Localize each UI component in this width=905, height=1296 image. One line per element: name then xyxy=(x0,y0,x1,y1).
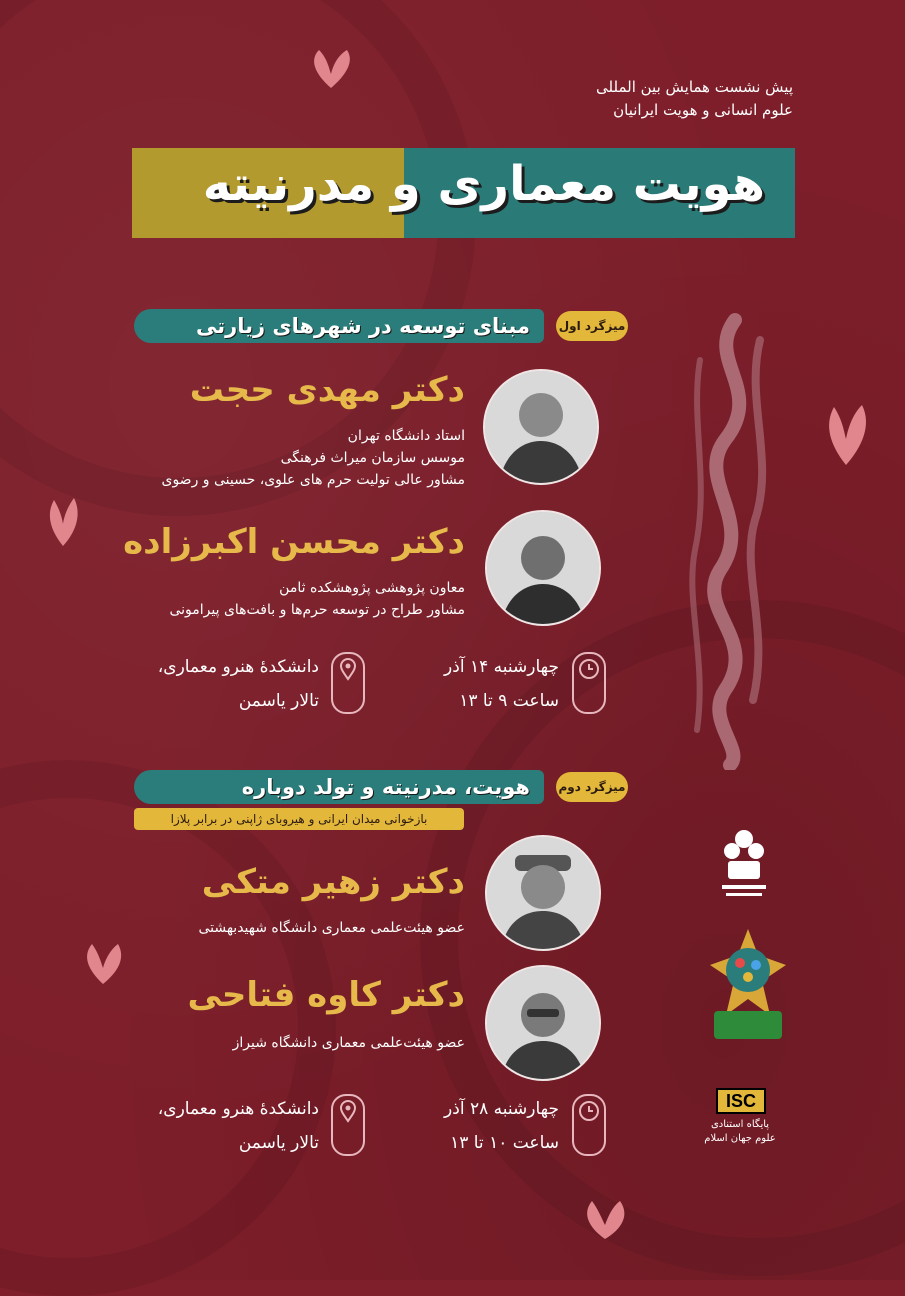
isc-caption-line: پایگاه استنادی xyxy=(710,1119,770,1130)
speaker-bio-line: استاد دانشگاه تهران xyxy=(347,428,465,444)
speaker-bio xyxy=(233,1032,465,1054)
location-pin-icon xyxy=(333,654,363,684)
pre-title xyxy=(596,76,793,122)
venue-line: تالار یاسمن xyxy=(238,691,319,711)
leaf-icon xyxy=(576,1195,634,1241)
panel1-datetime xyxy=(444,650,559,718)
leaf-icon xyxy=(42,490,84,548)
speaker-photo-mottaki xyxy=(485,835,601,951)
isc-logo: ISC xyxy=(716,1088,766,1114)
speaker-bio xyxy=(161,425,465,491)
isc-caption-line: علوم جهان اسلام xyxy=(704,1133,776,1144)
main-title: هویت معماری و مدرنیته xyxy=(202,156,765,212)
speaker-photo-akbarzadeh xyxy=(485,510,601,626)
speaker-bio-line: موسس سازمان میراث فرهنگی xyxy=(280,450,465,466)
speaker-name: دکتر زهیر متکی xyxy=(201,862,465,902)
leaf-icon xyxy=(305,44,357,92)
speaker-photo-fattahi xyxy=(485,965,601,1081)
event-time: ساعت ۹ تا ۱۳ xyxy=(459,691,559,711)
isc-caption xyxy=(700,1118,780,1146)
leaf-icon xyxy=(818,395,874,467)
calligraphy-decoration xyxy=(675,300,785,770)
speaker-bio-line: مشاور عالی تولیت حرم های علوی، حسینی و رضوی xyxy=(161,472,465,488)
venue-line: دانشکدهٔ هنرو معماری، xyxy=(157,657,319,677)
conference-logo xyxy=(700,925,796,1050)
clock-pill xyxy=(572,652,606,714)
event-time: ساعت ۱۰ تا ۱۳ xyxy=(450,1133,559,1153)
speaker-bio-line: عضو هیئت‌علمی معماری دانشگاه شیراز xyxy=(232,1035,465,1051)
location-pin-icon xyxy=(333,1096,363,1126)
panel1-venue xyxy=(158,650,319,718)
speaker-name: دکتر مهدی حجت xyxy=(189,370,465,410)
clock-pill xyxy=(572,1094,606,1156)
speaker-bio-line: عضو هیئت‌علمی معماری دانشگاه شهیدبهشتی xyxy=(198,920,465,936)
speaker-name: دکتر محسن اکبرزاده xyxy=(123,522,465,562)
shiraz-university-logo xyxy=(714,825,774,905)
leaf-icon xyxy=(78,938,128,986)
venue-line: دانشکدهٔ هنرو معماری، xyxy=(157,1099,319,1119)
location-pill xyxy=(331,1094,365,1156)
speaker-photo-hojjat xyxy=(483,369,599,485)
pre-title-line1: پیش نشست همایش بین المللی xyxy=(596,78,793,96)
event-date: چهارشنبه ۱۴ آذر xyxy=(444,657,559,677)
panel2-tag: میزگرد دوم xyxy=(556,772,628,802)
panel1-title: مبنای توسعه در شهرهای زیارتی xyxy=(134,309,544,343)
speaker-bio xyxy=(198,917,465,939)
panel2-title: هویت، مدرنیته و تولد دوباره xyxy=(134,770,544,804)
speaker-bio-line: مشاور طراح در توسعه حرم‌ها و بافت‌های پیرامونی xyxy=(169,602,465,618)
panel1-tag: میزگرد اول xyxy=(556,311,628,341)
clock-icon xyxy=(574,654,604,684)
panel2-subtitle: بازخوانی میدان ایرانی و هیروبای ژاپنی در برابر پلازا xyxy=(134,808,464,830)
venue-line: تالار یاسمن xyxy=(238,1133,319,1153)
clock-icon xyxy=(574,1096,604,1126)
panel2-datetime xyxy=(444,1092,559,1160)
location-pill xyxy=(331,652,365,714)
speaker-name: دکتر کاوه فتاحی xyxy=(187,975,465,1015)
title-banner xyxy=(132,148,795,238)
speaker-bio xyxy=(169,577,465,621)
pre-title-line2: علوم انسانی و هویت ایرانیان xyxy=(613,101,793,119)
speaker-bio-line: معاون پژوهشی پژوهشکده ثامن xyxy=(279,580,465,596)
panel2-venue xyxy=(158,1092,319,1160)
event-date: چهارشنبه ۲۸ آذر xyxy=(444,1099,559,1119)
